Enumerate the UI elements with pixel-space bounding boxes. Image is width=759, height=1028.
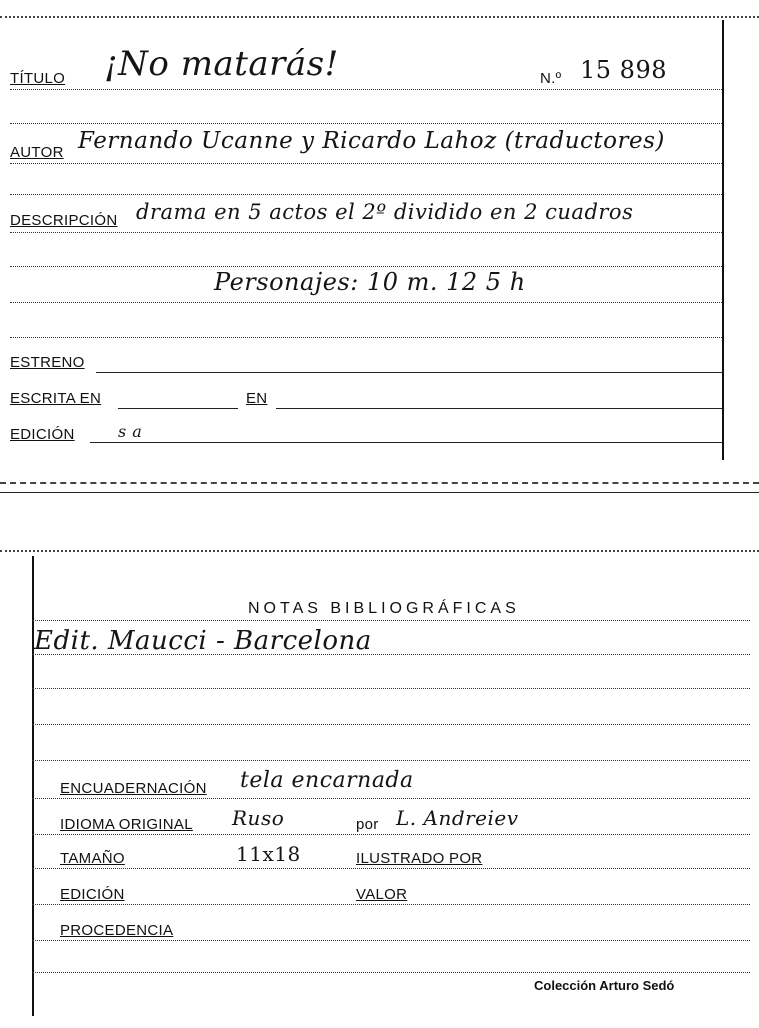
notas-rule-3 [32,688,750,689]
card-left-border [32,556,34,1016]
edicion-value: s a [118,422,143,441]
catalog-card-front [0,0,759,492]
card-separator [0,492,759,493]
en-rule [276,408,722,409]
valor-label: VALOR [356,886,408,903]
por-value: L. Andreiev [396,806,519,830]
estreno-label: ESTRENO [10,354,85,371]
encuadernacion-rule [32,798,750,799]
card-top-edge [0,16,759,20]
bottom-rule [32,972,750,973]
encuadernacion-label: ENCUADERNACIÓN [60,780,207,797]
autor-label: AUTOR [10,144,64,161]
descripcion-label: DESCRIPCIÓN [10,212,118,229]
rule-4 [10,194,722,195]
rule-8 [10,337,722,338]
tamano-label: TAMAÑO [60,850,125,867]
idioma-rule [32,834,750,835]
card-right-border [722,20,724,460]
edicion-back-label: EDICIÓN [60,886,125,903]
rule-6 [10,266,722,267]
idioma-value: Ruso [232,806,285,830]
notas-rule-5 [32,760,750,761]
notas-rule-1 [32,620,750,621]
rule-2 [10,123,722,124]
procedencia-rule [32,940,750,941]
procedencia-label: PROCEDENCIA [60,922,174,939]
tamano-rule [32,868,750,869]
ilustrado-label: ILUSTRADO POR [356,850,483,867]
autor-value: Fernando Ucanne y Ricardo Lahoz (traductores) [78,128,665,154]
en-label: EN [246,390,268,407]
descripcion-rule [10,232,722,233]
card-bottom-edge [0,482,759,486]
por-label: por [356,816,379,833]
escrita-en-label: ESCRITA EN [10,390,102,407]
estreno-rule [96,372,722,373]
autor-rule [10,163,722,164]
descripcion-value: drama en 5 actos el 2º dividido en 2 cuadros [136,200,634,224]
numero-label: N.º [540,70,562,87]
escrita-en-rule [118,408,238,409]
numero-value: 15 898 [580,56,667,84]
personajes-value: Personajes: 10 m. 12 5 h [214,268,526,296]
edicion-rule [90,442,722,443]
edicion-label: EDICIÓN [10,426,75,443]
catalog-card-back [0,540,759,1028]
titulo-label: TÍTULO [10,70,66,87]
personajes-rule [10,302,722,303]
card-back-top-edge [0,550,759,554]
tamano-value: 11x18 [236,842,301,866]
collection-footer: Colección Arturo Sedó [534,978,675,993]
edicion-back-rule [32,904,750,905]
encuadernacion-value: tela encarnada [240,768,414,793]
notas-rule-4 [32,724,750,725]
titulo-value: ¡No matarás! [104,44,339,84]
notas-rule-2 [32,654,750,655]
notas-title: NOTAS BIBLIOGRÁFICAS [248,600,520,617]
notas-value: Edit. Maucci - Barcelona [34,626,372,656]
idioma-label: IDIOMA ORIGINAL [60,816,193,833]
titulo-rule [10,89,722,90]
